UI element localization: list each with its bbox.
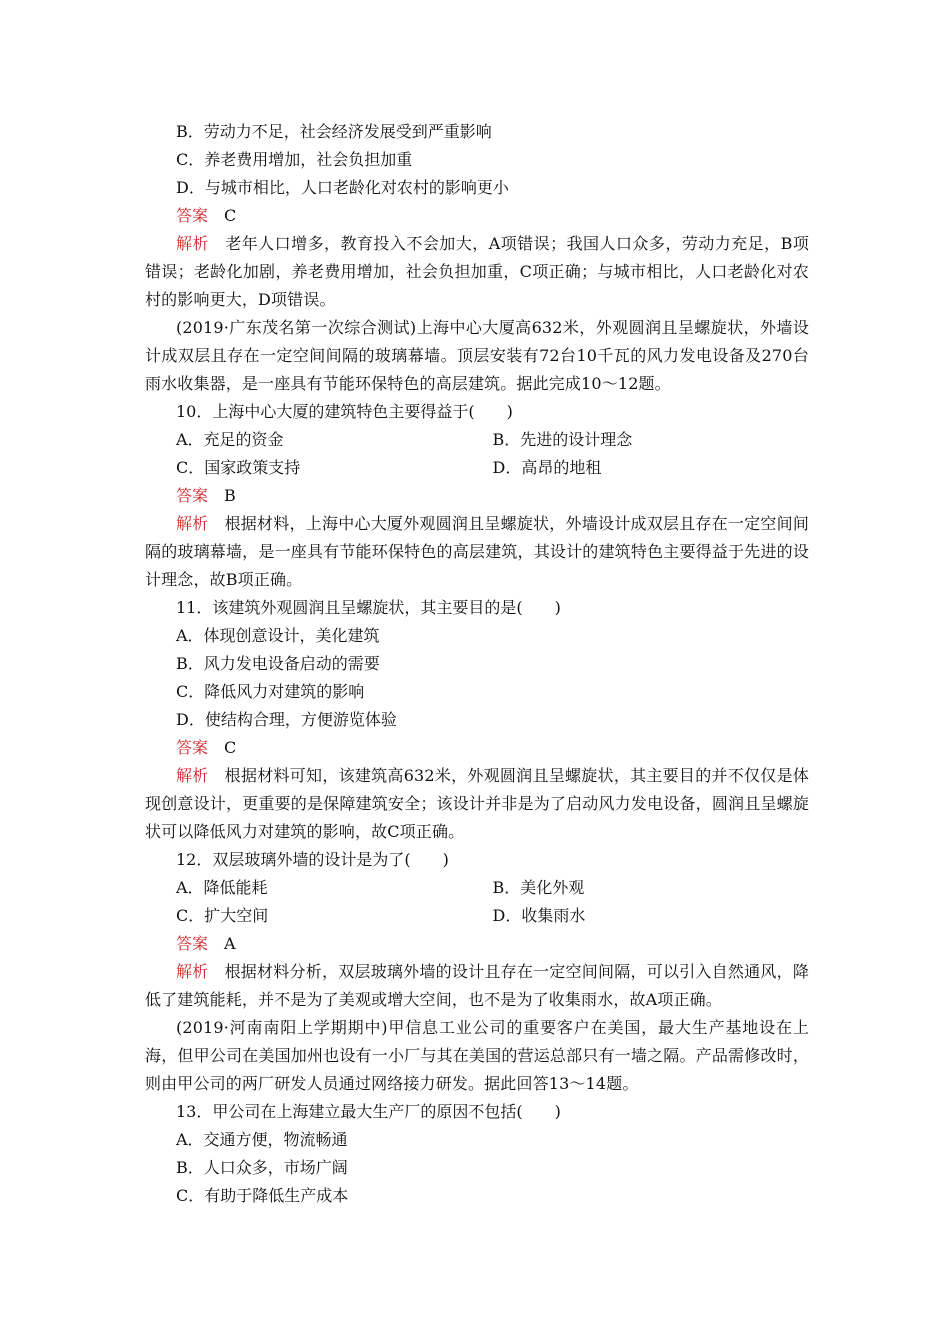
answer-label: 答案	[176, 738, 209, 757]
q9-option-d: D．与城市相比，人口老龄化对农村的影响更小	[176, 178, 509, 197]
answer-value: B	[224, 486, 236, 505]
q11-option-d: D．使结构合理，方便游览体验	[176, 710, 397, 729]
q10-stem: 10．上海中心大厦的建筑特色主要得益于( )	[176, 402, 513, 421]
q12-option-d: D．收集雨水	[492, 906, 586, 925]
q11-option-b: B．风力发电设备启动的需要	[176, 654, 380, 673]
q10-answer	[145, 482, 809, 510]
material-2: (2019·河南南阳上学期期中)甲信息工业公司的重要客户在美国，最大生产基地设在上海，但甲公司在美国加州也设有一小厂与其在美国的营运总部只有一墙之隔。产品需修改时，则由甲公司的两厂研发人员通过网络接力研发。据此回答13～14题。	[145, 1018, 809, 1093]
q13-stem: 13．甲公司在上海建立最大生产厂的原因不包括( )	[176, 1102, 561, 1121]
q12-stem: 12．双层玻璃外墙的设计是为了( )	[176, 850, 449, 869]
document-page	[145, 118, 809, 1210]
q11-stem: 11．该建筑外观圆润且呈螺旋状，其主要目的是( )	[176, 598, 561, 617]
analysis-label: 解析	[176, 962, 209, 981]
q9-option-c: C．养老费用增加，社会负担加重	[176, 150, 413, 169]
answer-value: C	[224, 738, 237, 757]
q10-option-d: D．高昂的地租	[492, 458, 602, 477]
analysis-text: 根据材料可知，该建筑高632米，外观圆润且呈螺旋状，其主要目的并不仅仅是体现创意设计，更重要的是保障建筑安全；该设计并非是为了启动风力发电设备，圆润且呈螺旋状可以降低风力对建筑的影响，故C项正确。	[145, 766, 809, 841]
q10-options-row-2	[145, 454, 809, 482]
q11-option-a: A．体现创意设计，美化建筑	[176, 626, 380, 645]
q12-analysis	[145, 958, 809, 1014]
analysis-label: 解析	[176, 234, 209, 253]
analysis-label: 解析	[176, 514, 209, 533]
q10-analysis	[145, 510, 809, 594]
answer-label: 答案	[176, 934, 209, 953]
q9-option-b: B．劳动力不足，社会经济发展受到严重影响	[176, 122, 492, 141]
q9-analysis	[145, 230, 809, 314]
q12-answer	[145, 930, 809, 958]
material-1: (2019·广东茂名第一次综合测试)上海中心大厦高632米，外观圆润且呈螺旋状，外墙设计成双层且存在一定空间间隔的玻璃幕墙。顶层安装有72台10千瓦的风力发电设备及270台雨水收集器，是一座具有节能环保特色的高层建筑。据此完成10～12题。	[145, 318, 809, 393]
q12-options-row-1	[145, 874, 809, 902]
answer-value: A	[224, 934, 236, 953]
q13-option-a: A．交通方便，物流畅通	[176, 1130, 348, 1149]
q11-answer	[145, 734, 809, 762]
analysis-label: 解析	[176, 766, 209, 785]
analysis-text: 根据材料分析，双层玻璃外墙的设计且存在一定空间间隔，可以引入自然通风，降低了建筑能耗，并不是为了美观或增大空间，也不是为了收集雨水，故A项正确。	[145, 962, 809, 1009]
answer-label: 答案	[176, 486, 209, 505]
q13-option-b: B．人口众多，市场广阔	[176, 1158, 348, 1177]
q10-options-row-1	[145, 426, 809, 454]
q11-option-c: C．降低风力对建筑的影响	[176, 682, 365, 701]
q12-options-row-2	[145, 902, 809, 930]
q10-option-a: A．充足的资金	[176, 430, 284, 449]
answer-label: 答案	[176, 206, 209, 225]
q10-option-c: C．国家政策支持	[176, 458, 301, 477]
q13-option-c: C．有助于降低生产成本	[176, 1186, 349, 1205]
q9-answer	[145, 202, 809, 230]
q12-option-a: A．降低能耗	[176, 878, 268, 897]
analysis-text: 老年人口增多，教育投入不会加大，A项错误；我国人口众多，劳动力充足，B项错误；老龄化加剧，养老费用增加，社会负担加重，C项正确；与城市相比，人口老龄化对农村的影响更大，D项错误。	[145, 234, 809, 309]
q12-option-c: C．扩大空间	[176, 906, 269, 925]
answer-value: C	[224, 206, 237, 225]
analysis-text: 根据材料，上海中心大厦外观圆润且呈螺旋状，外墙设计成双层且存在一定空间间隔的玻璃幕墙，是一座具有节能环保特色的高层建筑，其设计的建筑特色主要得益于先进的设计理念，故B项正确。	[145, 514, 809, 589]
q10-option-b: B．先进的设计理念	[492, 430, 633, 449]
q12-option-b: B．美化外观	[492, 878, 585, 897]
q11-analysis	[145, 762, 809, 846]
